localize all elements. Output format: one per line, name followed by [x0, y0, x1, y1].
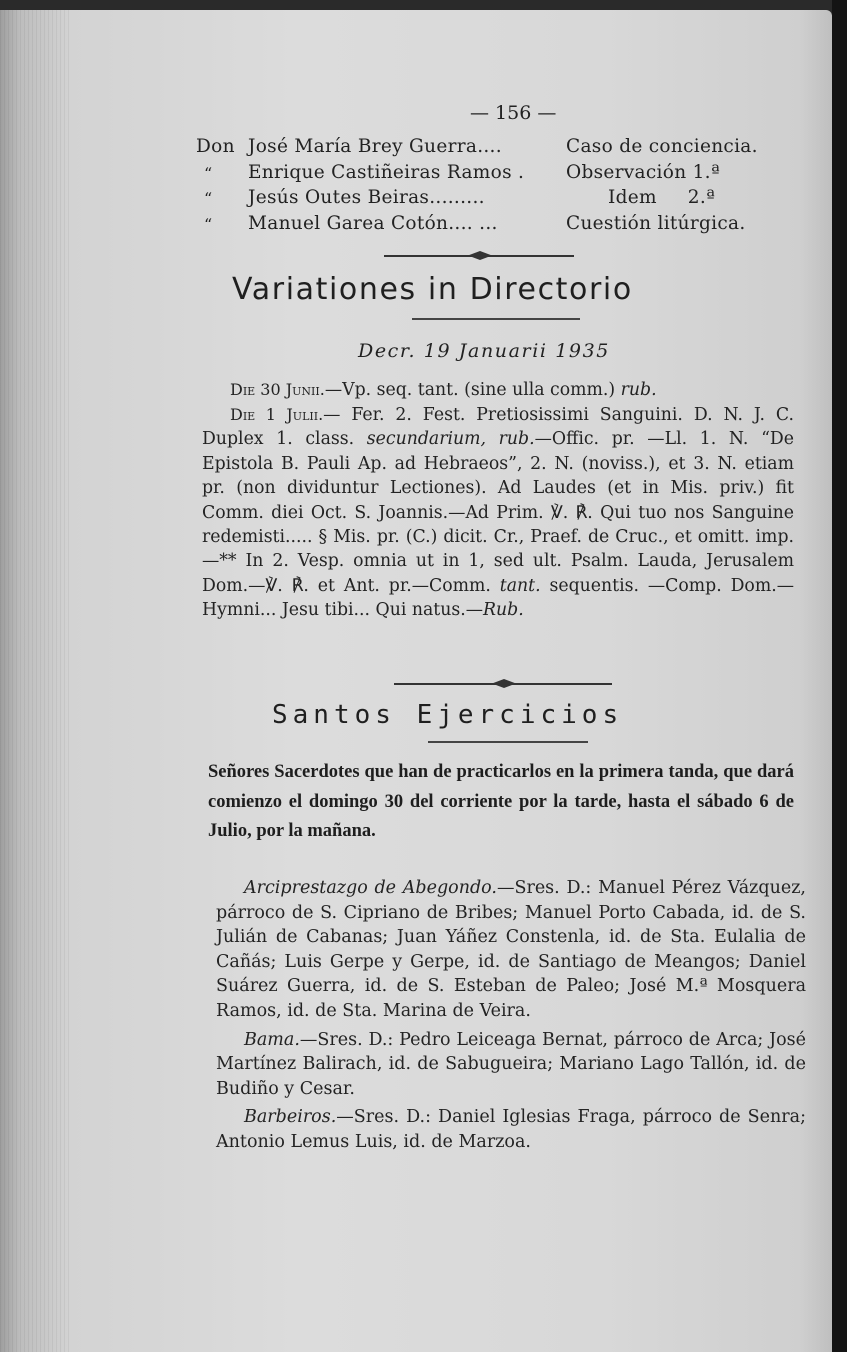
ejercicios-intro — [208, 758, 794, 847]
title-rule — [412, 318, 580, 320]
roster-row — [196, 213, 776, 239]
entry-text: sequentis. —Comp. Dom.—Hymni... Jesu tibi... Qui natus.— — [202, 575, 794, 621]
entry-text: —Vp. seq. tant. (sine ulla comm.) — [324, 380, 616, 400]
directorio-entry-1-julii — [202, 403, 794, 623]
archpriest-entry — [216, 876, 806, 1024]
roster-role: Caso de conciencia. — [566, 136, 758, 157]
entry-text: —Offic. pr. —Ll. 1. N. “De Epistola B. Pauli Ap. ad Hebraeos”, 2. N. (noviss.), et 3. N. etiam pr. (non dividuntur Lectiones). Ad Laudes (et in Mis. priv.) fit Comm. diei Oct. S. Joannis.—Ad Prim. ℣. ℟. Qui tuo nos Sanguine redemisti..... § Mis. pr. (C.) dicit. Cr., Praef. de Cruc., et omitt. imp. —** In 2. Vesp. omnia ut in 1, sed ult. Psalm. Lauda, Jerusalem Dom.—℣. ℟. et Ant. pr.—Comm. — [202, 429, 795, 596]
roster-name: José María Brey Guerra.... — [248, 136, 502, 157]
divider-ornament — [384, 251, 574, 261]
exam-roster — [196, 136, 776, 238]
archpriest-entry — [216, 1105, 806, 1154]
directorio-entry-30-junii — [202, 378, 794, 402]
roster-lead: “ — [204, 214, 213, 234]
roster-name: Jesús Outes Beiras......... — [248, 187, 485, 208]
priest-list: —Sres. D.: Daniel Iglesias Fraga, párroco de Senra; Antonio Lemus Luis, id. de Marzoa. — [216, 1107, 806, 1152]
archpriest-name: Bama. — [244, 1029, 300, 1050]
scan-shadow — [832, 0, 847, 1352]
section-title-variationes: Variationes in Directorio — [232, 272, 633, 307]
entry-rubric: rub. — [620, 380, 657, 400]
archpriest-entry — [216, 1028, 806, 1102]
roster-lead: Don — [196, 136, 235, 157]
intro-text: Señores Sacerdotes que han de practicarlos en la primera tanda, que dará comienzo el domingo 30 del corriente por la tarde, hasta el sábado 6 de Julio, por la mañana. — [208, 762, 794, 841]
archpriest-name: Arciprestazgo de Abegondo. — [244, 878, 497, 898]
decree-date: Decr. 19 Januarii 1935 — [358, 340, 610, 362]
entry-day: Die 1 Julii. — [230, 405, 324, 424]
section-title-ejercicios: Santos Ejercicios — [272, 700, 624, 730]
ejercicios-list — [216, 876, 806, 1155]
priest-list: —Sres. D.: Pedro Leiceaga Bernat, párroco de Arca; José Martínez Balirach, id. de Sabugueira; Mariano Lago Tallón, id. de Budiño y Cesar. — [216, 1029, 806, 1099]
roster-lead: “ — [204, 189, 213, 208]
priest-list: —Sres. D.: Manuel Pérez Vázquez, párroco de S. Cipriano de Bribes; Manuel Porto Cabada, id. de S. Julián de Cabanas; Juan Yáñez Constenla, id. de Sta. Eulalia de Cañás; Luis Gerpe y Gerpe, id. de Santiago de Meangos; Daniel Suárez Guerra, id. de S. Esteban de Paleo; José M.ª Mosquera Ramos, id. de Sta. Marina de Veira. — [216, 878, 806, 1021]
roster-name: Manuel Garea Cotón.... ... — [248, 212, 498, 234]
roster-role: Observación 1.ª — [566, 161, 720, 183]
entry-rubric: Rub. — [483, 600, 524, 621]
roster-name: Enrique Castiñeiras Ramos . — [248, 161, 525, 183]
page-edge-stack — [0, 10, 70, 1352]
entry-text: — Fer. 2. Fest. Pretiosissimi Sanguini. D. N. J. C. Duplex 1. class. — [202, 405, 794, 450]
title-rule — [428, 741, 588, 743]
entry-day: Die 30 Junii. — [230, 380, 325, 399]
roster-row — [196, 187, 776, 213]
entry-italic: tant. — [499, 575, 541, 596]
roster-role: Idem 2.ª — [608, 187, 716, 208]
page-number: — 156 — — [470, 102, 557, 124]
divider-ornament — [394, 679, 612, 689]
roster-role: Cuestión litúrgica. — [566, 212, 746, 234]
archpriest-name: Barbeiros. — [244, 1107, 337, 1128]
roster-row — [196, 136, 776, 162]
roster-row — [196, 162, 776, 188]
entry-italic: secundarium, rub. — [366, 429, 535, 450]
roster-lead: “ — [204, 163, 213, 183]
